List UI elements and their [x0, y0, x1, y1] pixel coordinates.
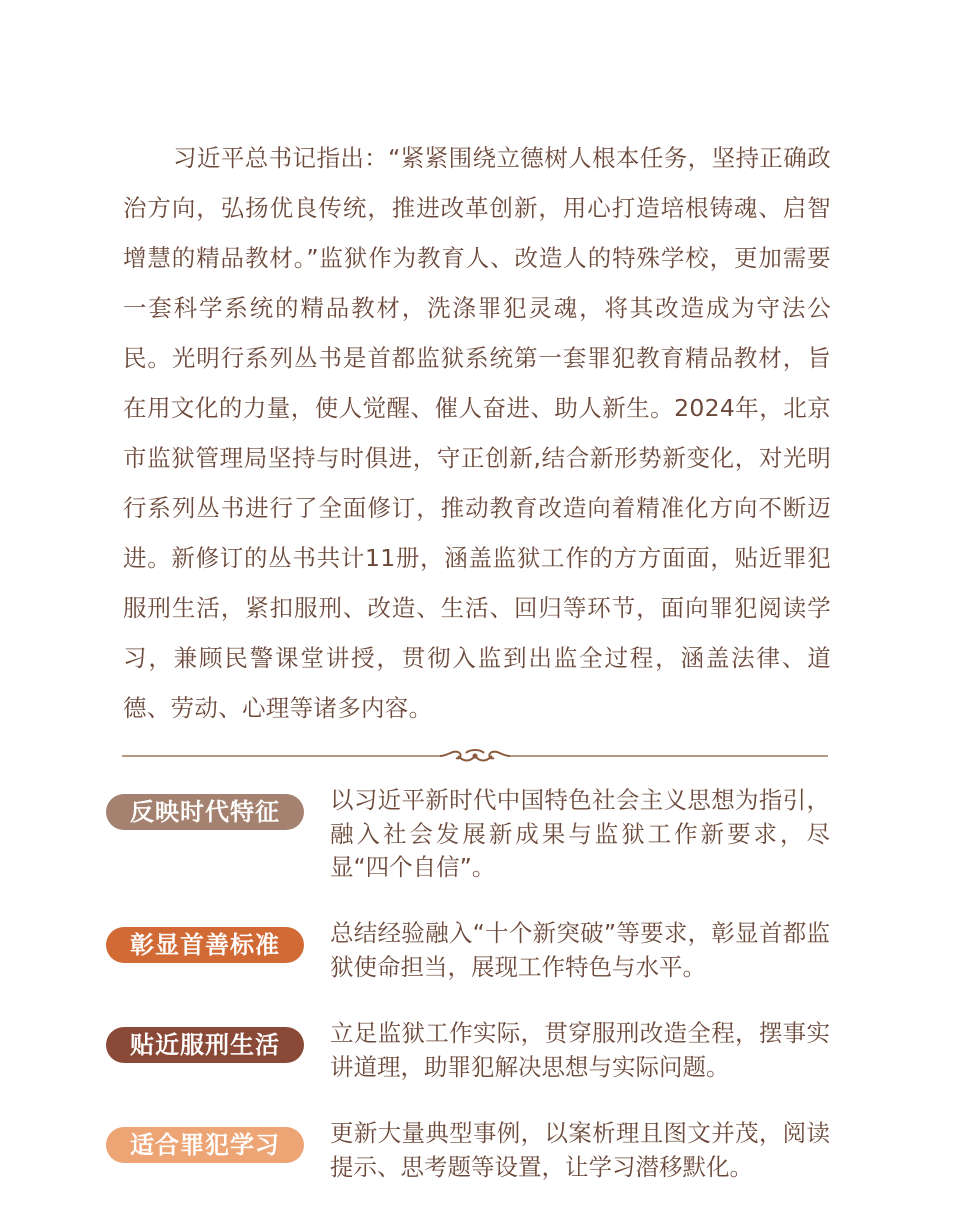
feature-badge: 彰显首善标准	[106, 927, 304, 963]
feature-badge: 适合罪犯学习	[106, 1127, 304, 1163]
intro-paragraph: 习近平总书记指出：“紧紧围绕立德树人根本任务，坚持正确政治方向，弘扬优良传统，推进改革创新，用心打造培根铸魂、启智增慧的精品教材。”监狱作为教育人、改造人的特殊学校，更加需要一套科学系统的精品教材，洗涤罪犯灵魂，将其改造成为守法公民。光明行系列丛书是首都监狱系统第一套罪犯教育精品教材，旨在用文化的力量，使人觉醒、催人奋进、助人新生。2024年，北京市监狱管理局坚持与时俱进，守正创新,结合新形势新变化，对光明行系列丛书进行了全面修订，推动教育改造向着精准化方向不断迈进。新修订的丛书共计11册，涵盖监狱工作的方方面面，贴近罪犯服刑生活，紧扣服刑、改造、生活、回归等环节，面向罪犯阅读学习，兼顾民警课堂讲授，贯彻入监到出监全过程，涵盖法律、道德、劳动、心理等诸多内容。	[123, 144, 831, 722]
ornament-center-dot	[473, 754, 478, 759]
ornamental-divider	[122, 746, 828, 766]
feature-description: 以习近平新时代中国特色社会主义思想为指引，融入社会发展新成果与监狱工作新要求，尽显“四个自信”。	[330, 786, 830, 881]
feature-badge: 反映时代特征	[106, 794, 304, 830]
feature-description: 总结经验融入“十个新突破”等要求，彰显首都监狱使命担当，展现工作特色与水平。	[330, 919, 830, 981]
feature-description: 立足监狱工作实际，贯穿服刑改造全程，摆事实讲道理，助罪犯解决思想与实际问题。	[330, 1019, 830, 1081]
feature-badge: 贴近服刑生活	[106, 1027, 304, 1063]
feature-description: 更新大量典型事例，以案析理且图文并茂，阅读提示、思考题等设置，让学习潜移默化。	[330, 1119, 830, 1181]
